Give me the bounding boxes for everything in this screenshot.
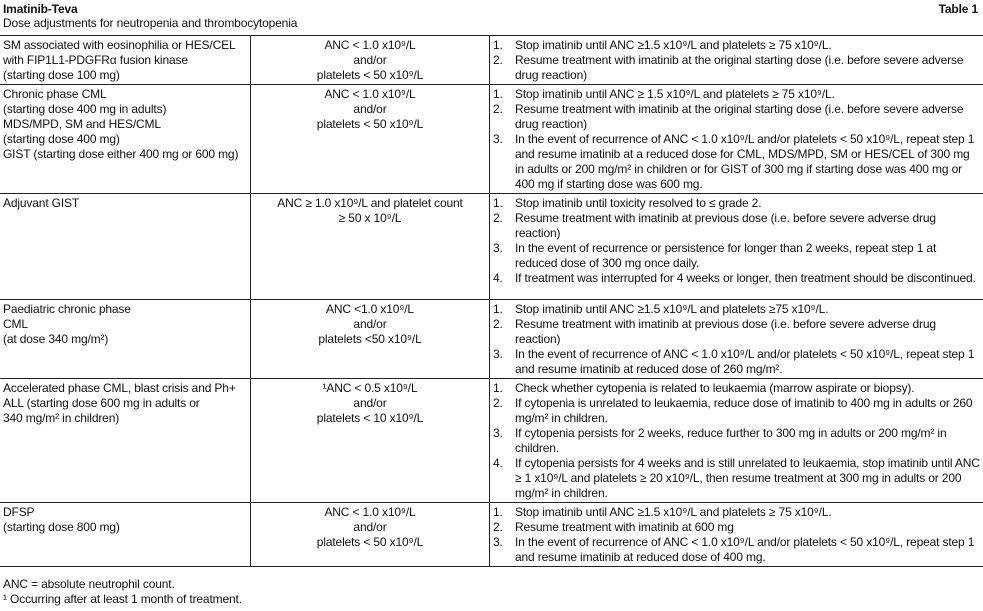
step-text: Stop imatinib until ANC ≥1.5 x10⁹/L and platelets ≥75 x10⁹/L. (515, 302, 829, 316)
step-number: 3. (493, 132, 503, 146)
indication-line: Accelerated phase CML, blast crisis and Ph+ (3, 381, 236, 395)
adjustment-step (493, 196, 980, 211)
blood-count-criteria-cell (251, 300, 490, 379)
adjustment-step (493, 302, 980, 317)
step-number: 2. (493, 520, 503, 534)
indication-line: with FIP1L1-PDGFRα fusion kinase (3, 53, 188, 67)
indication-line: (starting dose 400 mg) (3, 132, 120, 146)
blood-count-criteria-cell (251, 379, 490, 503)
indication-line: (starting dose 100 mg) (3, 68, 120, 82)
step-text: In the event of recurrence of ANC < 1.0 x10⁹/L and/or platelets < 50 x10⁹/L, repeat step 1 and resume imatinib at a reduced dose for CML, MDS/MPD, SM or HES/CEL of 300 mg in adults or 200 mg/m² in children or for GIST of 300 mg if starting dose was 400 mg or 400 mg if starting dose was 600 mg. (515, 132, 975, 191)
criteria-line: ANC < 1.0 x10⁹/L (324, 87, 416, 101)
dose-adjustment-steps-cell (490, 85, 983, 194)
step-number: 3. (493, 347, 503, 361)
step-number: 2. (493, 53, 503, 67)
criteria-line: and/or (353, 317, 387, 331)
step-text: If cytopenia is unrelated to leukaemia, reduce dose of imatinib to 400 mg in adults or 260 mg/m² in children. (515, 396, 973, 425)
footnote-1: ¹ Occurring after at least 1 month of treatment. (3, 592, 242, 606)
table-row (0, 300, 983, 379)
criteria-line: platelets < 50 x10⁹/L (316, 68, 424, 82)
adjustment-step (493, 381, 980, 396)
criteria-line: ¹ANC < 0.5 x10⁹/L (322, 381, 418, 395)
dose-adjustment-steps-cell (490, 503, 983, 567)
indication-cell (0, 36, 251, 85)
step-number: 1. (493, 87, 503, 101)
indication-cell (0, 503, 251, 567)
adjustment-step (493, 505, 980, 520)
step-text: Resume treatment with imatinib at 600 mg (515, 520, 734, 534)
step-number: 4. (493, 271, 503, 285)
criteria-line: ANC ≥ 1.0 x10⁹/L and platelet count (277, 196, 463, 210)
table-label: Table 1 (938, 2, 978, 16)
step-text: Stop imatinib until ANC ≥ 1.5 x10⁹/L and platelets ≥ 75 x10⁹/L. (515, 87, 835, 101)
step-text: Stop imatinib until ANC ≥1.5 x10⁹/L and platelets ≥ 75 x10⁹/L. (515, 38, 832, 52)
blood-count-criteria-cell (251, 194, 490, 300)
step-number: 4. (493, 456, 503, 470)
document-header (3, 2, 978, 17)
indication-line: 340 mg/m² in children) (3, 411, 120, 425)
step-number: 1. (493, 381, 503, 395)
criteria-line: platelets < 10 x10⁹/L (316, 411, 424, 425)
criteria-line: ANC < 1.0 x10⁹/L (324, 38, 416, 52)
dose-adjustment-steps-cell (490, 300, 983, 379)
indication-line: Adjuvant GIST (3, 196, 80, 210)
blood-count-criteria-cell (251, 85, 490, 194)
step-number: 1. (493, 302, 503, 316)
criteria-line: ≥ 50 x 10⁹/L (338, 211, 402, 225)
criteria-line: and/or (353, 396, 387, 410)
table-row (0, 85, 983, 194)
step-number: 3. (493, 241, 503, 255)
criteria-line: platelets <50 x10⁹/L (318, 332, 422, 346)
document-title: Imatinib-Teva (3, 2, 78, 16)
indication-line: GIST (starting dose either 400 mg or 600 mg) (3, 147, 239, 161)
step-text: Resume treatment with imatinib at the original starting dose (i.e. before severe adverse drug reaction) (515, 102, 964, 131)
step-text: Resume treatment with imatinib at the original starting dose (i.e. before severe adverse drug reaction) (515, 53, 964, 82)
step-text: If cytopenia persists for 4 weeks and is still unrelated to leukaemia, stop imatinib until ANC ≥ 1 x10⁹/L and platelets ≥ 20 x10⁹/L, then resume treatment at 300 mg in adults or 200 mg/m² in children. (515, 456, 980, 500)
step-text: If cytopenia persists for 2 weeks, reduce further to 300 mg in adults or 200 mg/m² in children. (515, 426, 947, 455)
table-row (0, 503, 983, 567)
indication-line: (starting dose 800 mg) (3, 520, 120, 534)
adjustment-step (493, 426, 980, 456)
blood-count-criteria-cell (251, 36, 490, 85)
step-text: Stop imatinib until toxicity resolved to ≤ grade 2. (515, 196, 762, 210)
blood-count-criteria-cell (251, 503, 490, 567)
table-caption: Dose adjustments for neutropenia and thrombocytopenia (3, 16, 298, 30)
footnote-abbreviation: ANC = absolute neutrophil count. (3, 577, 175, 591)
indication-line: CML (3, 317, 28, 331)
indication-line: Chronic phase CML (3, 87, 107, 101)
dose-adjustment-table (0, 35, 983, 567)
adjustment-step (493, 102, 980, 132)
criteria-line: ANC <1.0 x10⁹/L (326, 302, 414, 316)
table-row (0, 36, 983, 85)
indication-line: DFSP (3, 505, 35, 519)
adjustment-step (493, 38, 980, 53)
adjustment-step (493, 87, 980, 102)
indication-line: (at dose 340 mg/m²) (3, 332, 109, 346)
step-text: Check whether cytopenia is related to leukaemia (marrow aspirate or biopsy). (515, 381, 915, 395)
criteria-line: and/or (353, 102, 387, 116)
adjustment-step (493, 456, 980, 501)
step-number: 1. (493, 505, 503, 519)
indication-cell (0, 379, 251, 503)
step-number: 1. (493, 196, 503, 210)
indication-cell (0, 85, 251, 194)
step-number: 1. (493, 38, 503, 52)
criteria-line: and/or (353, 53, 387, 67)
dose-adjustment-steps-cell (490, 194, 983, 300)
criteria-line: and/or (353, 520, 387, 534)
step-text: Stop imatinib until ANC ≥1.5 x10⁹/L and platelets ≥ 75 x10⁹/L. (515, 505, 832, 519)
indication-line: (starting dose 400 mg in adults) (3, 102, 167, 116)
step-number: 2. (493, 211, 503, 225)
indication-line: SM associated with eosinophilia or HES/CEL (3, 38, 236, 52)
criteria-line: platelets < 50 x10⁹/L (316, 117, 424, 131)
adjustment-step (493, 535, 980, 565)
adjustment-step (493, 241, 980, 271)
adjustment-step (493, 317, 980, 347)
criteria-line: platelets < 50 x10⁹/L (316, 535, 424, 549)
indication-cell (0, 194, 251, 300)
adjustment-step (493, 271, 980, 286)
footnotes (3, 577, 242, 607)
adjustment-step (493, 520, 980, 535)
adjustment-step (493, 347, 980, 377)
step-text: Resume treatment with imatinib at previous dose (i.e. before severe adverse drug reaction) (515, 317, 936, 346)
table-row (0, 194, 983, 300)
dose-adjustment-steps-cell (490, 36, 983, 85)
step-text: In the event of recurrence of ANC < 1.0 x10⁹/L and/or platelets < 50 x10⁹/L, repeat step 1 and resume imatinib at reduced dose of 400 mg. (515, 535, 975, 564)
step-text: In the event of recurrence of ANC < 1.0 x10⁹/L and/or platelets < 50 x10⁹/L, repeat step 1 and resume imatinib at reduced dose of 260 mg/m². (515, 347, 975, 376)
indication-line: Paediatric chronic phase (3, 302, 131, 316)
step-number: 3. (493, 535, 503, 549)
criteria-line: ANC < 1.0 x10⁹/L (324, 505, 416, 519)
indication-cell (0, 300, 251, 379)
table-row (0, 379, 983, 503)
dose-adjustment-steps-cell (490, 379, 983, 503)
step-number: 2. (493, 396, 503, 410)
step-text: If treatment was interrupted for 4 weeks or longer, then treatment should be discontinued. (515, 271, 976, 285)
indication-line: ALL (starting dose 600 mg in adults or (3, 396, 200, 410)
step-text: In the event of recurrence or persistence for longer than 2 weeks, repeat step 1 at reduced dose of 300 mg once daily. (515, 241, 937, 270)
step-number: 2. (493, 317, 503, 331)
adjustment-step (493, 211, 980, 241)
step-number: 2. (493, 102, 503, 116)
adjustment-step (493, 396, 980, 426)
indication-line: MDS/MPD, SM and HES/CML (3, 117, 161, 131)
step-text: Resume treatment with imatinib at previous dose (i.e. before severe adverse drug reaction) (515, 211, 936, 240)
step-number: 3. (493, 426, 503, 440)
adjustment-step (493, 132, 980, 192)
adjustment-step (493, 53, 980, 83)
